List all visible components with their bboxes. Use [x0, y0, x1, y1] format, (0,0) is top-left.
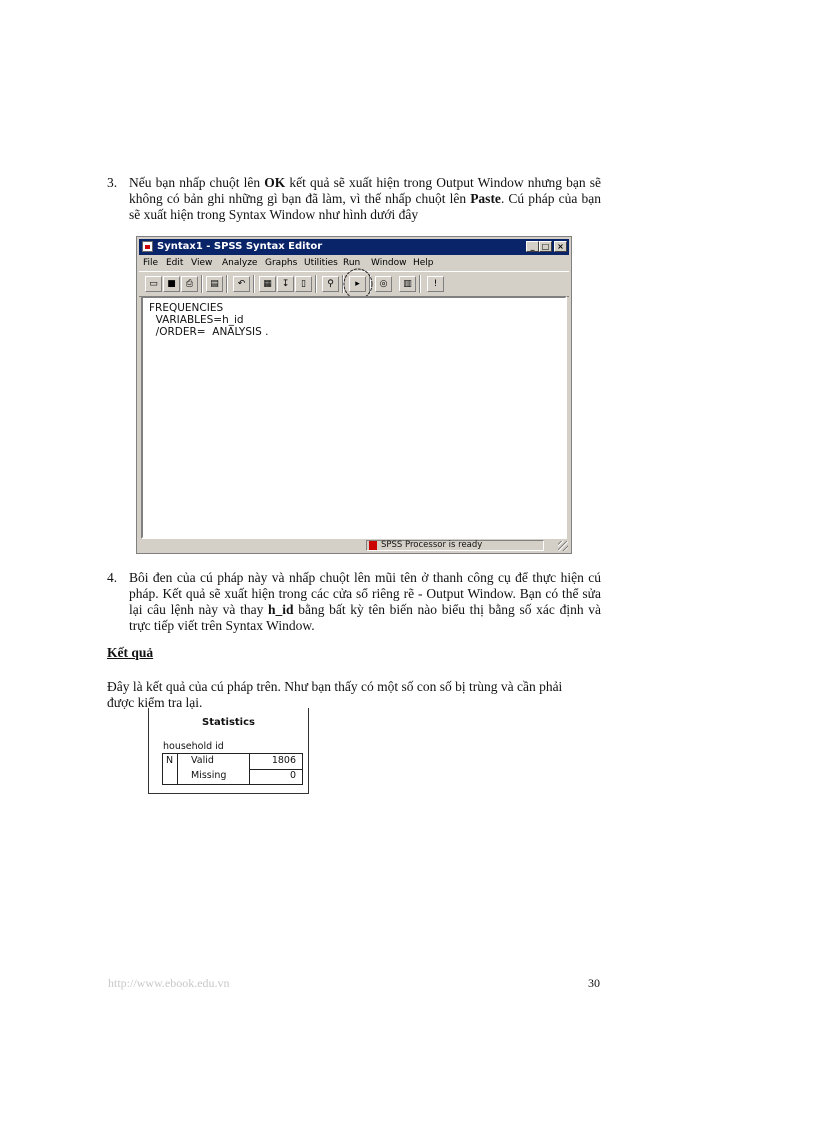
spss-syntax-editor-window	[136, 236, 572, 554]
status-bar	[139, 539, 569, 552]
statistics-table	[162, 753, 303, 785]
menu-help[interactable]: Help	[413, 258, 434, 268]
undo-icon[interactable]: ↶	[233, 276, 250, 292]
window-title: Syntax1 - SPSS Syntax Editor	[157, 241, 323, 252]
menu-view[interactable]: View	[191, 258, 213, 268]
row-label-n: N	[166, 755, 174, 766]
footer-url: http://www.ebook.edu.vn	[108, 976, 230, 990]
syntax-editor-area[interactable]	[141, 296, 567, 539]
find-icon[interactable]: ⚲	[322, 276, 339, 292]
variable-label: household id	[163, 741, 224, 752]
results-heading: Kết quả	[107, 645, 154, 660]
step-number: 3.	[107, 175, 118, 190]
run-icon[interactable]: ▸	[349, 276, 366, 292]
step-number: 4.	[107, 570, 118, 585]
open-icon[interactable]: ▭	[145, 276, 162, 292]
save-icon[interactable]: ■	[163, 276, 180, 292]
menu-edit[interactable]: Edit	[166, 258, 184, 268]
goto-data-icon[interactable]: ▦	[259, 276, 276, 292]
processor-flag-icon	[369, 541, 377, 550]
processor-status: SPSS Processor is ready	[381, 540, 483, 550]
use-sets-icon[interactable]: ◎	[375, 276, 392, 292]
step-text: Nếu bạn nhấp chuột lên OK kết quả sẽ xuất hiện trong Output Window nhưng bạn sẽ không có bản ghi những gì bạn đã làm, vì thế nhấp chuột lên Paste. Cú pháp của bạn sẽ xuất hiện trong Syntax Window như hình dưới đây	[129, 175, 601, 222]
row-label-valid: Valid	[191, 755, 214, 766]
window-titlebar	[139, 239, 569, 255]
menu-run[interactable]: Run	[343, 258, 361, 268]
print-icon[interactable]: ⎙	[181, 276, 198, 292]
menu-window[interactable]: Window	[371, 258, 407, 268]
step-text: Bôi đen của cú pháp này và nhấp chuột lên mũi tên ở thanh công cụ để thực hiện cú pháp. Kết quả sẽ xuất hiện trong các cửa sổ riêng rẽ - Output Window. Bạn có thể sửa lại câu lệnh này và thay h_id bằng bất kỳ tên biến nào biểu thị bằng số xác định và trực tiếp viết trên Syntax Window.	[129, 570, 601, 633]
variables-icon[interactable]: ▯	[295, 276, 312, 292]
row-label-missing: Missing	[191, 770, 227, 781]
instruction-step-3	[107, 175, 601, 225]
missing-value: 0	[289, 770, 296, 781]
syntax-help-icon[interactable]: !	[427, 276, 444, 292]
resize-grip-icon[interactable]	[558, 541, 568, 551]
insert-case-icon[interactable]: ↧	[277, 276, 294, 292]
page-number: 30	[588, 976, 600, 990]
toolbar	[139, 271, 569, 297]
menu-utilities[interactable]: Utilities	[304, 258, 338, 268]
menu-analyze[interactable]: Analyze	[222, 258, 258, 268]
maximize-button[interactable]: □	[539, 241, 552, 252]
statistics-title: Statistics	[202, 717, 255, 728]
statistics-output	[148, 708, 309, 794]
syntax-line: VARIABLES=h_id	[149, 314, 244, 326]
menu-graphs[interactable]: Graphs	[265, 258, 298, 268]
instruction-step-4	[107, 570, 601, 636]
syntax-line: /ORDER= ANALYSIS .	[149, 326, 269, 338]
syntax-line: FREQUENCIES	[149, 302, 224, 314]
menu-file[interactable]: File	[143, 258, 159, 268]
minimize-button[interactable]: _	[526, 241, 539, 252]
results-intro: Đây là kết quả của cú pháp trên. Như bạn thấy có một số con số bị trùng và cần phải được kiểm tra lại.	[107, 679, 563, 710]
value-labels-icon[interactable]: ▥	[399, 276, 416, 292]
valid-value: 1806	[271, 755, 296, 766]
app-icon	[142, 241, 153, 252]
close-button[interactable]: ×	[554, 241, 567, 252]
dialog-recall-icon[interactable]: ▤	[206, 276, 223, 292]
